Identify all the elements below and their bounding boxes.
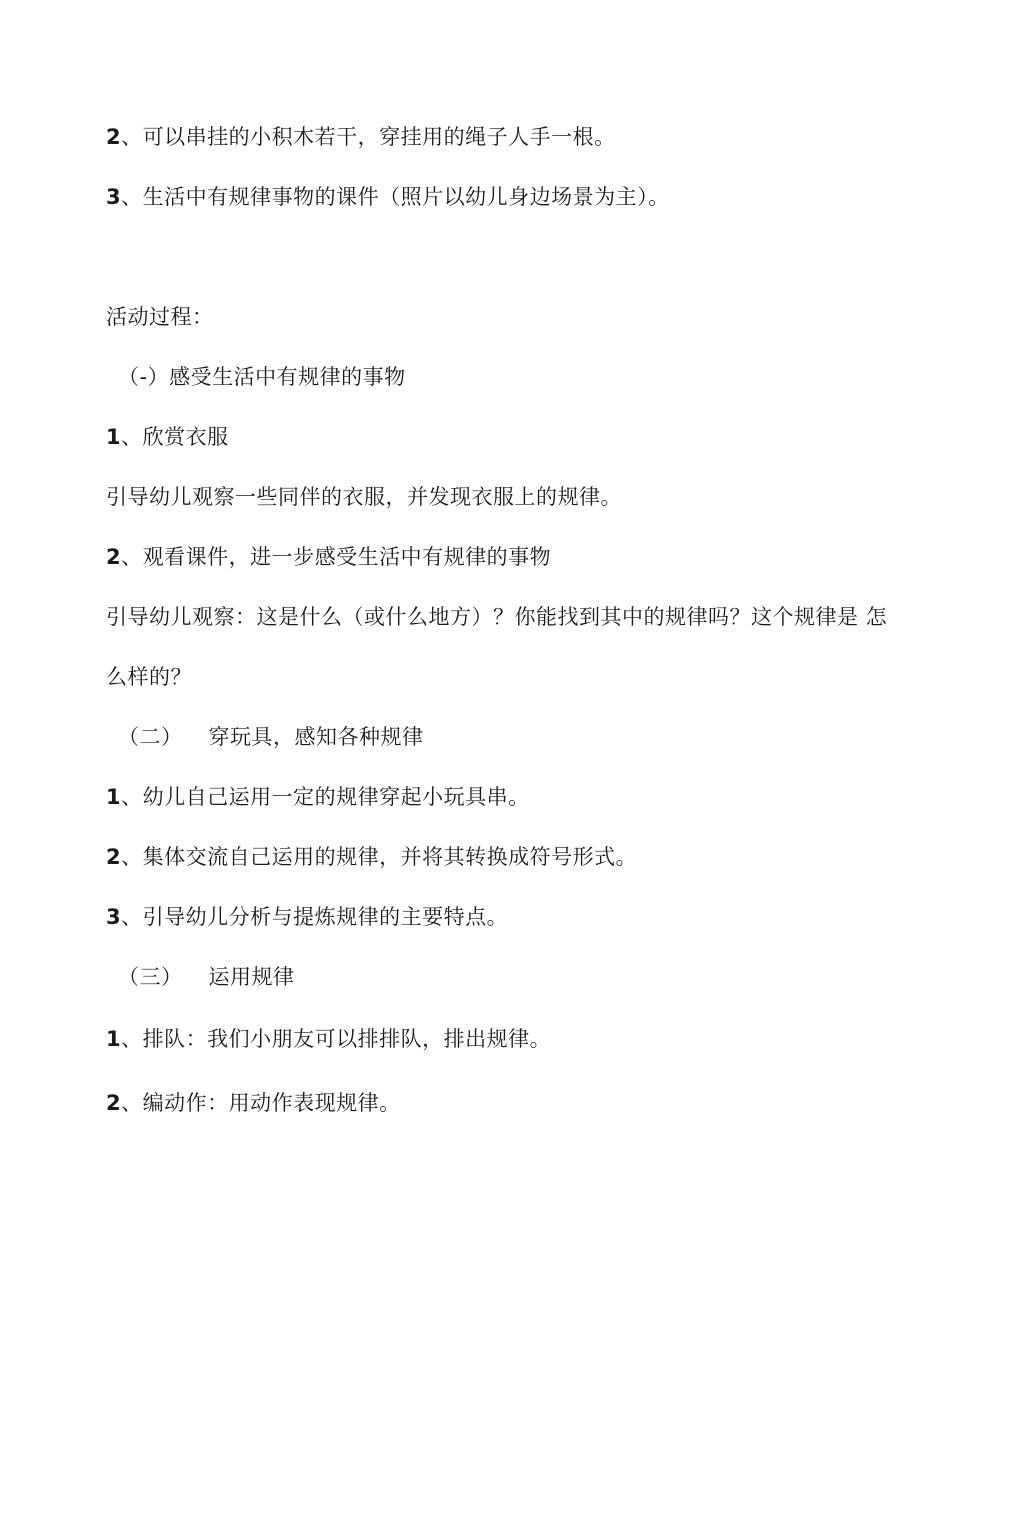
material-item-3 — [106, 182, 670, 212]
section-3-title — [118, 962, 295, 992]
material-item-2 — [106, 122, 616, 152]
step-text: 、欣赏衣服 — [121, 425, 229, 449]
step-text: 、幼儿自己运用一定的规律穿起小玩具串。 — [121, 785, 530, 809]
item-number: 2 — [106, 125, 122, 149]
section-number: （二） — [118, 725, 183, 749]
section-1-step-1 — [106, 422, 229, 452]
section-2-title — [118, 722, 424, 752]
step-text: 、集体交流自己运用的规律，并将其转换成符号形式。 — [121, 845, 638, 869]
step-text: 、编动作：用动作表现规律。 — [121, 1091, 401, 1115]
step-text: 、观看课件，进一步感受生活中有规律的事物 — [121, 545, 552, 569]
item-text: 、生活中有规律事物的课件（照片以幼儿身边场景为主）。 — [121, 185, 670, 209]
section-3-step-1 — [106, 1024, 551, 1054]
section-number: （三） — [118, 965, 183, 989]
section-1-step-2-description: 引导幼儿观察：这是什么（或什么地方）？你能找到其中的规律吗？这个规律是 怎 — [106, 605, 888, 629]
section-2-step-2 — [106, 842, 637, 872]
section-title-text: 穿玩具，感知各种规律 — [208, 725, 424, 749]
step-number: 1 — [106, 785, 122, 809]
item-number: 3 — [106, 185, 122, 209]
section-2-step-1 — [106, 782, 530, 812]
step-text: 、排队：我们小朋友可以排排队，排出规律。 — [121, 1027, 552, 1051]
process-heading: 活动过程： — [106, 305, 214, 329]
step-text: 、引导幼儿分析与提炼规律的主要特点。 — [121, 905, 509, 929]
section-1-title: （-）感受生活中有规律的事物 — [118, 365, 406, 389]
section-1-step-2 — [106, 542, 551, 572]
step-number: 1 — [106, 425, 122, 449]
step-number: 2 — [106, 545, 122, 569]
step-number: 2 — [106, 845, 122, 869]
section-1-step-2-description-cont: 么样的？ — [106, 665, 192, 689]
step-number: 3 — [106, 905, 122, 929]
section-3-step-2 — [106, 1088, 401, 1118]
section-1-step-1-description: 引导幼儿观察一些同伴的衣服，并发现衣服上的规律。 — [106, 485, 622, 509]
section-title-text: 运用规律 — [208, 965, 295, 989]
step-number: 1 — [106, 1027, 122, 1051]
step-number: 2 — [106, 1091, 122, 1115]
item-text: 、可以串挂的小积木若干，穿挂用的绳子人手一根。 — [121, 125, 616, 149]
section-2-step-3 — [106, 902, 508, 932]
